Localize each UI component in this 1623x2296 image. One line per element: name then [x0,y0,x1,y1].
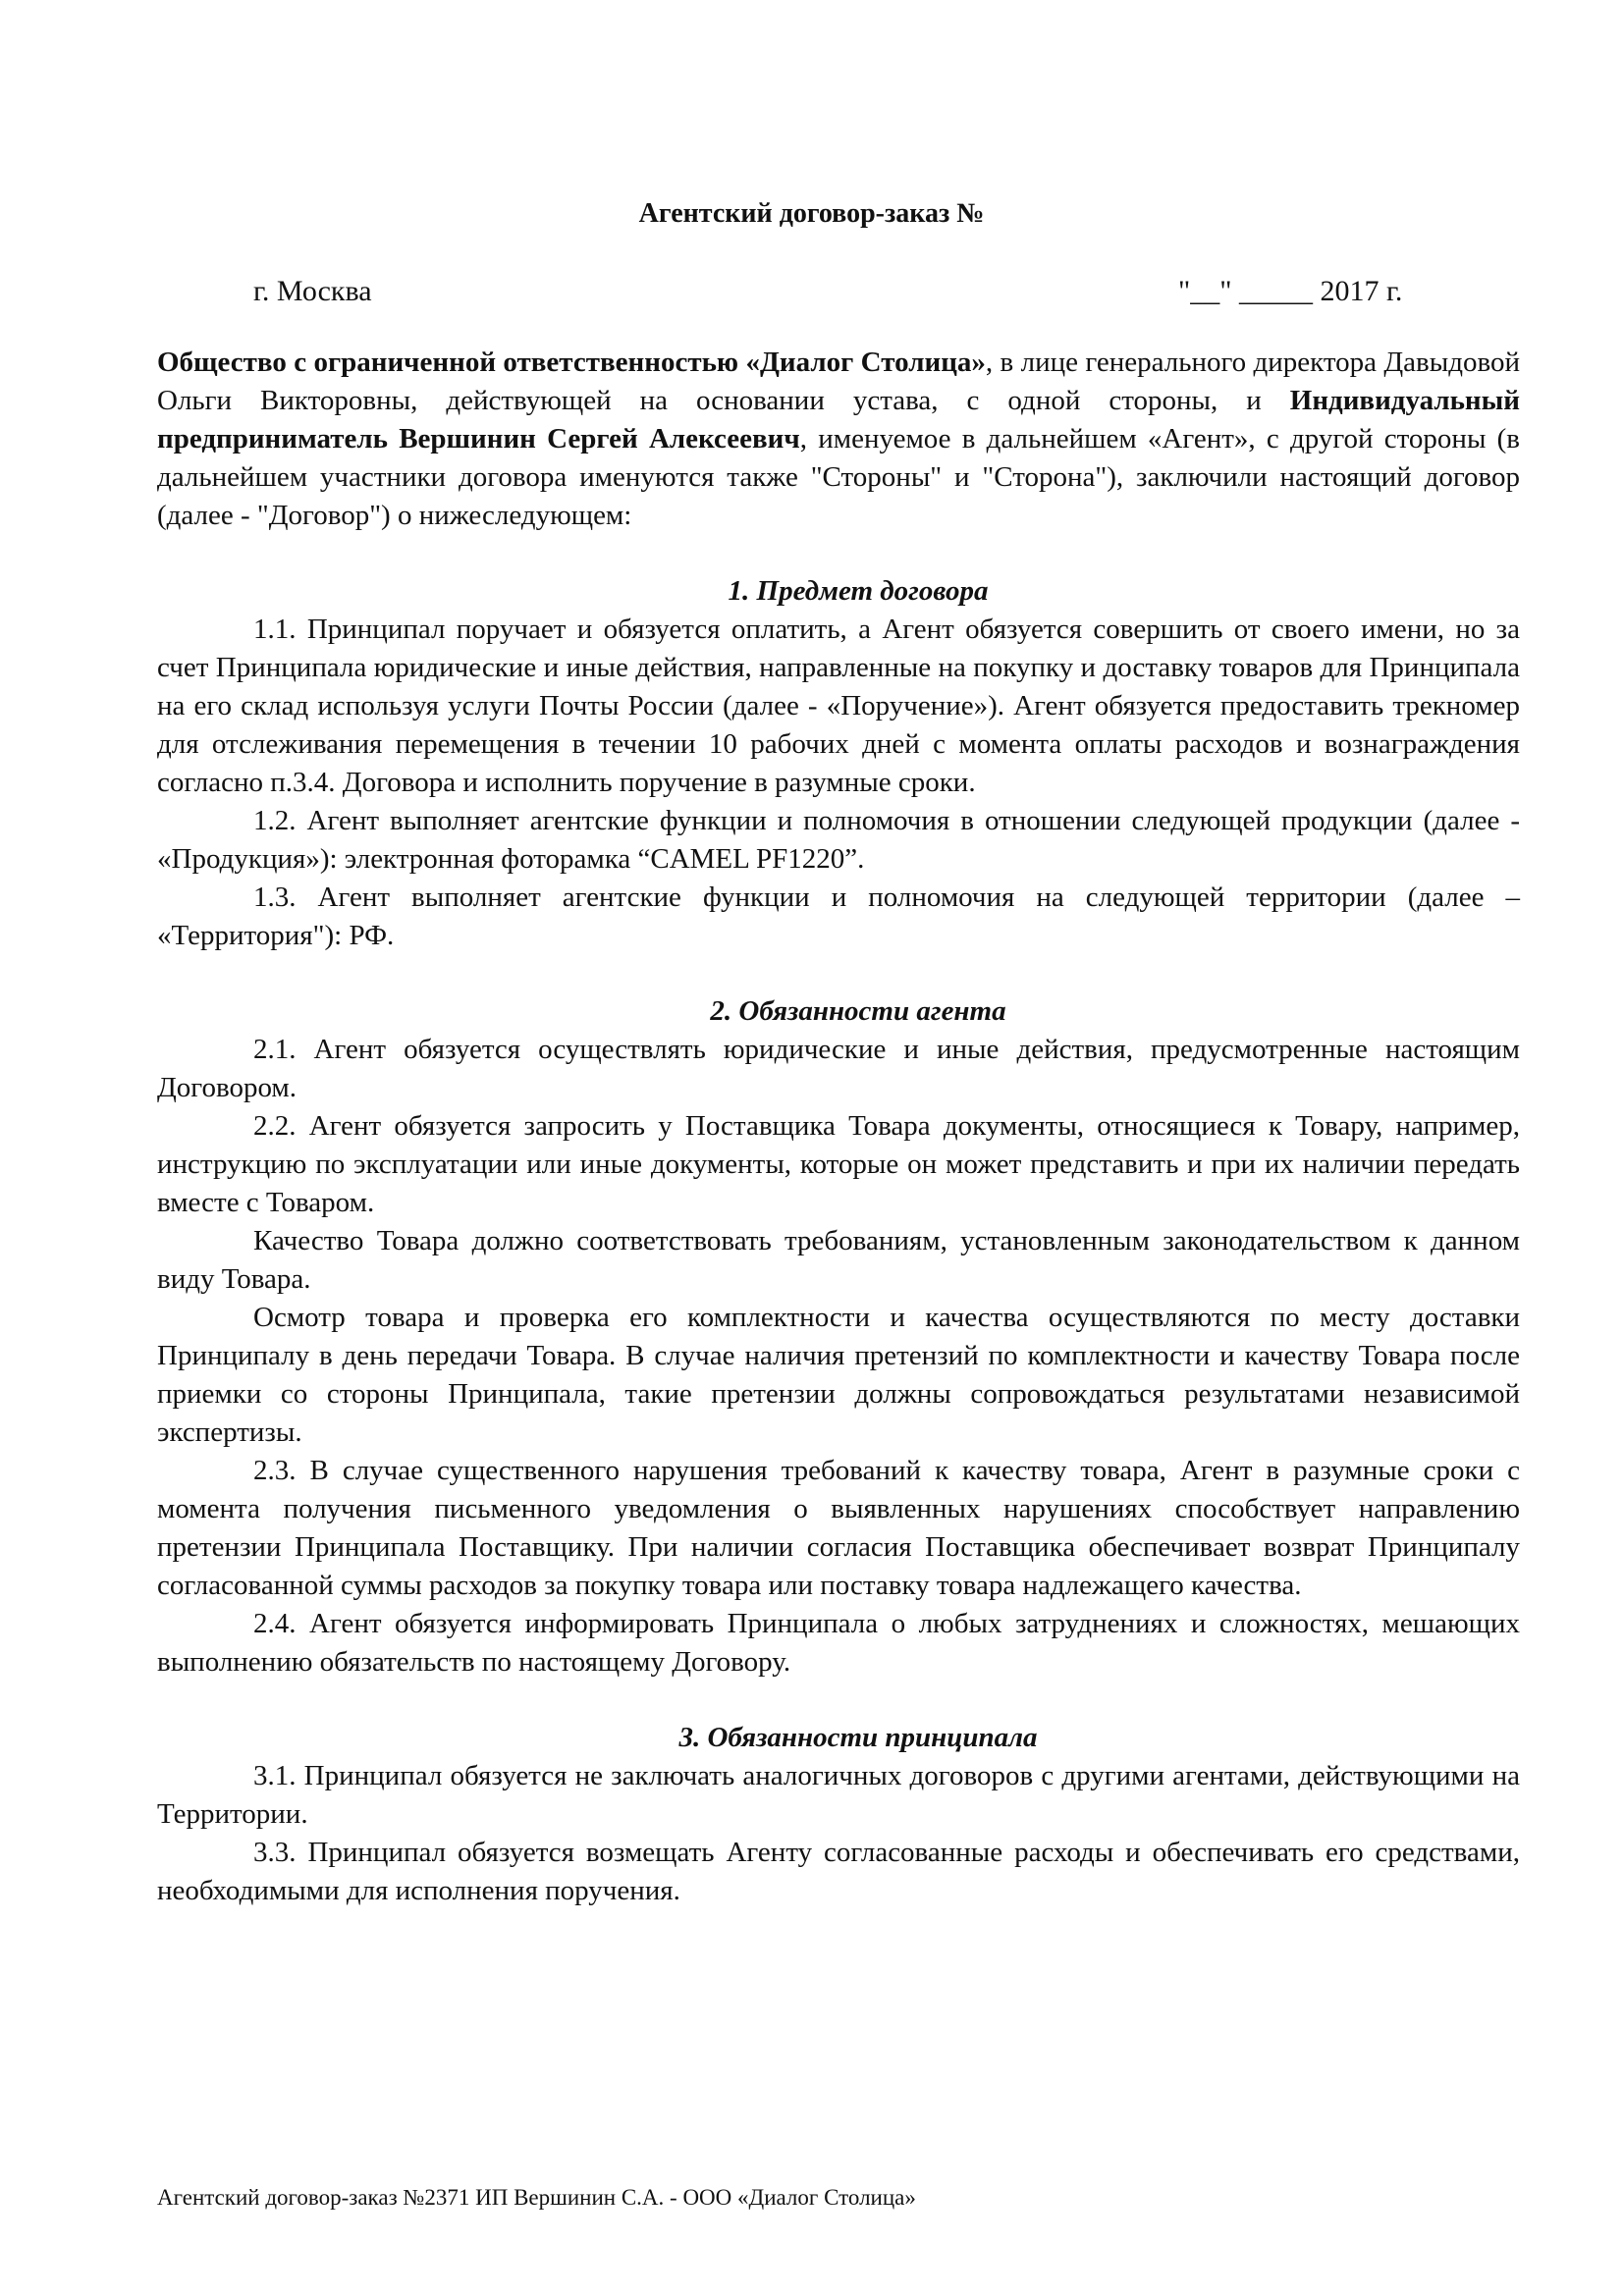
principal-name: Общество с ограниченной ответственностью «Диалог Столица» [157,347,986,378]
clause-1-1: 1.1. Принципал поручает и обязуется оплатить, а Агент обязуется совершить от своего имени, но за счет Принципала юридические и иные действия, направленные на покупку и доставку товаров для Принципала на его склад используя услуги Почты России (далее - «Поручение»). Агент обязуется предоставить трекномер для отслеживания перемещения в течении 10 рабочих дней с момента оплаты расходов и вознаграждения согласно п.3.4. Договора и исполнить поручение в разумные сроки. [157,614,1520,798]
section-1-heading: 1. Предмет договора [728,575,989,607]
section-2-heading: 2. Обязанности агента [710,995,1006,1027]
clause-2-3: 2.3. В случае существенного нарушения требований к качеству товара, Агент в разумные сроки с момента получения письменного уведомления о выявленных нарушениях способствует направлению претензии Принципала Поставщику. При наличии согласия Поставщика обеспечивает возврат Принципалу согласованной суммы расходов за покупку товара или поставку товара надлежащего качества. [157,1455,1520,1601]
page-footer: Агентский договор-заказ №2371 ИП Вершинин С.А. - ООО «Диалог Столица» [157,2185,916,2210]
clause-2-1: 2.1. Агент обязуется осуществлять юридические и иные действия, предусмотренные настоящим Договором. [157,1034,1520,1103]
document-title: Агентский договор-заказ № [638,198,985,229]
section-3-heading: 3. Обязанности принципала [678,1722,1038,1753]
clause-2-2: 2.2. Агент обязуется запросить у Поставщика Товара документы, относящиеся к Товару, например, инструкцию по эксплуатации или иные документы, которые он может представить и при их наличии передать вместе с Товаром. [157,1110,1520,1218]
document-body [157,344,1520,1910]
clause-1-2: 1.2. Агент выполняет агентские функции и полномочия в отношении следующей продукции (далее - «Продукция»): электронная фоторамка “CAMEL PF1220”. [157,805,1520,875]
clause-3-3: 3.3. Принципал обязуется возмещать Агенту согласованные расходы и обеспечивать его средствами, необходимыми для исполнения поручения. [157,1837,1520,1906]
clause-2-4: 2.4. Агент обязуется информировать Принципала о любых затруднениях и сложностях, мешающих выполнению обязательств по настоящему Договору. [157,1608,1520,1678]
city: г. Москва [253,275,372,307]
agent-name: Индивидуальный предприниматель Вершинин Сергей Алексеевич [157,385,1520,454]
preamble-text-2: , именуемое в дальнейшем «Агент», с другой стороны (в дальнейшем участники договора именуются также "Стороны" и "Сторона"), заключили настоящий договор (далее - "Договор") о нижеследующем: [157,423,1520,531]
preamble [157,344,1520,535]
clause-2-quality: Качество Товара должно соответствовать требованиям, установленным законодательством к данном виду Товара. [157,1225,1520,1295]
contract-date: "__" _____ 2017 г. [1178,275,1403,307]
clause-3-1: 3.1. Принципал обязуется не заключать аналогичных договоров с другими агентами, действующими на Территории. [157,1760,1520,1830]
clause-2-inspection: Осмотр товара и проверка его комплектности и качества осуществляются по месту доставки Принципалу в день передачи Товара. В случае наличия претензий по комплектности и качеству Товара после приемки со стороны Принципала, такие претензии должны сопровождаться результатами независимой экспертизы. [157,1302,1520,1448]
preamble-text-1: , в лице генерального директора Давыдовой Ольги Викторовны, действующей на основании устава, с одной стороны, и [157,347,1520,416]
clause-1-3: 1.3. Агент выполняет агентские функции и полномочия на следующей территории (далее – «Территория"): РФ. [157,881,1520,951]
